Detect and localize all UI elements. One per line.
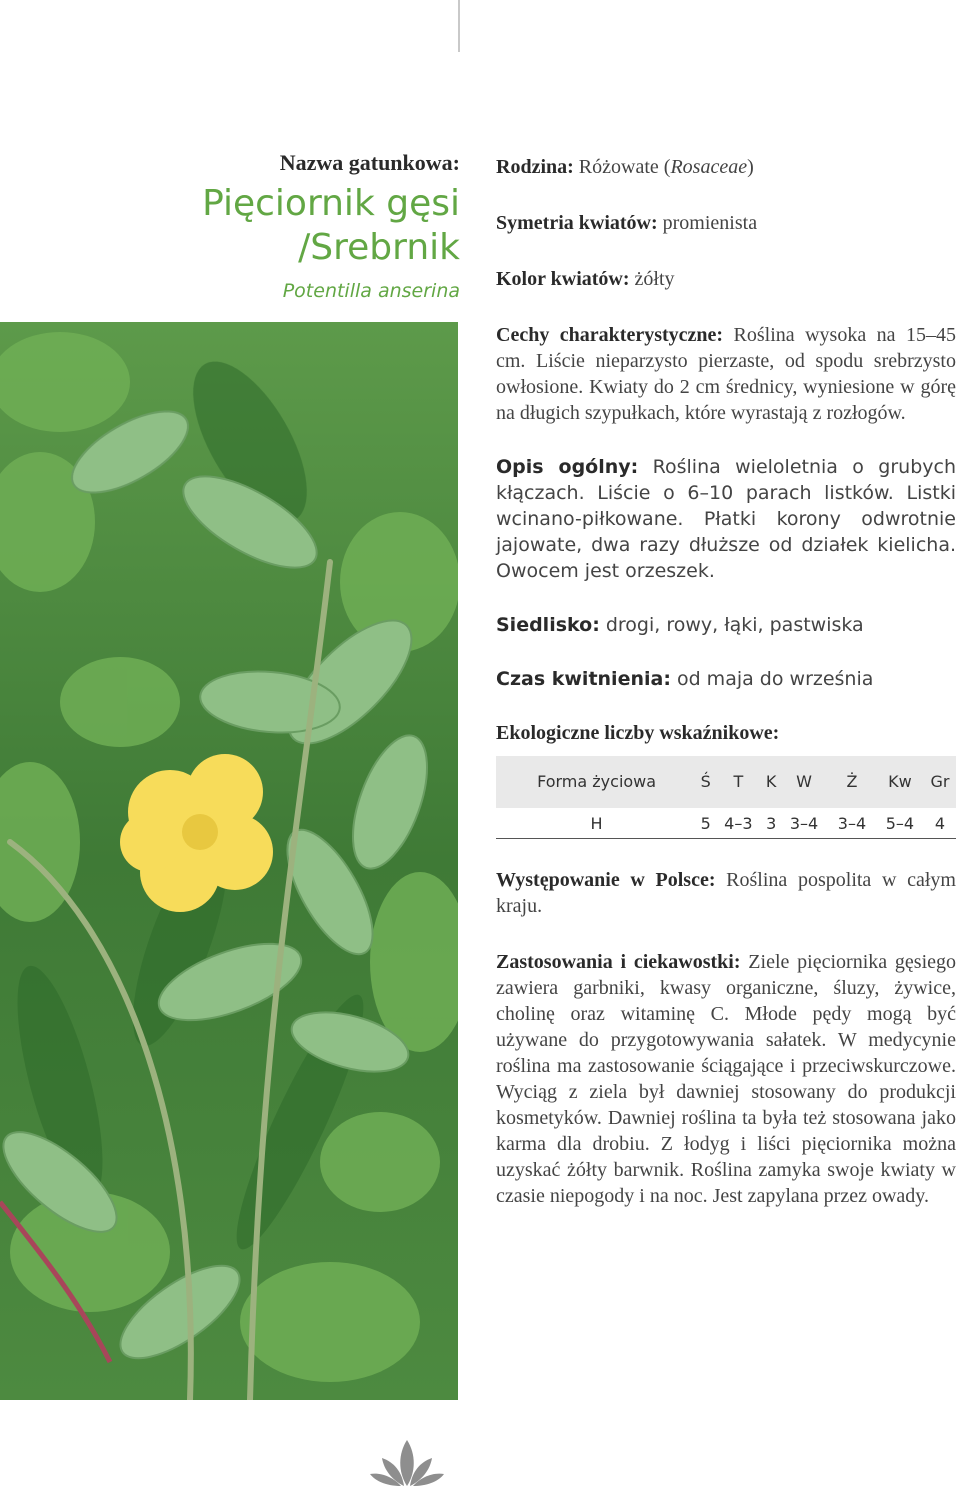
- table-cell: 5–4: [885, 813, 915, 833]
- table-header-cell: Ś: [700, 772, 711, 791]
- table-header-cell: Kw: [888, 772, 912, 791]
- species-name: [160, 182, 460, 270]
- table-header-cell: Forma życiowa: [537, 772, 657, 791]
- table-header-cell: Gr: [930, 772, 950, 791]
- color-section: Kolor kwiatów: żółty: [496, 268, 675, 290]
- habitat-section: Siedlisko: drogi, rowy, łąki, pastwiska: [496, 614, 864, 636]
- table-cell: 3–4: [837, 813, 867, 833]
- symmetry-section: Symetria kwiatów: promienista: [496, 212, 758, 234]
- flowering-section: Czas kwitnienia: od maja do września: [496, 668, 874, 690]
- features-section: Cechy charakterystyczne: Roślina wysoka na 15–45 cm. Liście nieparzysto pierzaste, od spodu srebrzysto owłosione. Kwiaty do 2 cm średnicy, wyniesione w górę na długich szypułkach, które wyrastają z rozłogów.: [496, 324, 957, 424]
- species-name-line1: Pięciornik gęsi: [202, 183, 460, 224]
- table-header-cell: W: [796, 772, 812, 791]
- table-cell: 4: [934, 813, 946, 833]
- table-header-cell: T: [733, 772, 744, 791]
- uses-section: Zastosowania i ciekawostki: Ziele pięciornika gęsiego zawiera garbniki, kwasy organiczne, śluzy, żywice, cholinę oraz witaminę C. Młode pędy mogą być używane do przygotowywania sałatek. W medycynie roślina ma zastosowanie ściągające i przeciwskurczowe. Wyciąg z ziela był dawniej stosowany do produkcji kosmetyków. Dawniej roślina ta była też stosowana jako karma dla drobiu. Z łodyg i liści pięciornika można uzyskać żółty barwnik. Roślina zamyka swoje kwiaty w czasie niepogody i na noc. Jest zapylana przez owady.: [496, 950, 957, 1207]
- table-cell: 4–3: [724, 813, 753, 833]
- species-latin-name: Potentilla anserina: [282, 280, 460, 302]
- crop-mark: [458, 0, 460, 52]
- table-cell: 5: [700, 813, 711, 833]
- leaf-logo-icon: [368, 1436, 446, 1488]
- family-section: Rodzina: Różowate (Rosaceae): [496, 156, 754, 178]
- species-label: Nazwa gatunkowa:: [279, 150, 460, 175]
- eco-indicators-table: [496, 756, 956, 839]
- description-column: [496, 154, 956, 1209]
- table-cell: H: [590, 813, 603, 833]
- table-header-cell: Ż: [846, 772, 858, 791]
- species-header: [160, 150, 460, 302]
- table-header-cell: K: [765, 772, 777, 791]
- plant-photo-illustration: [0, 322, 458, 1400]
- eco-heading: Ekologiczne liczby wskaźnikowe:: [496, 722, 780, 744]
- species-name-line2: /Srebrnik: [298, 227, 460, 268]
- table-cell: 3: [766, 813, 777, 833]
- plant-photo: [0, 322, 458, 1400]
- table-row: [496, 808, 956, 838]
- occurrence-section: Występowanie w Polsce: Roślina pospolita w całym kraju.: [496, 868, 956, 917]
- table-cell: 3–4: [789, 813, 819, 833]
- description-section: Opis ogólny: Roślina wieloletnia o grubych kłączach. Liście o 6–10 parach listków. Listki wcinano-piłkowane. Płatki korony odwrotnie jajowate, dwa razy dłuższe od działek kielicha. Owocem jest orzeszek.: [496, 456, 957, 582]
- table-header-row: [496, 756, 956, 808]
